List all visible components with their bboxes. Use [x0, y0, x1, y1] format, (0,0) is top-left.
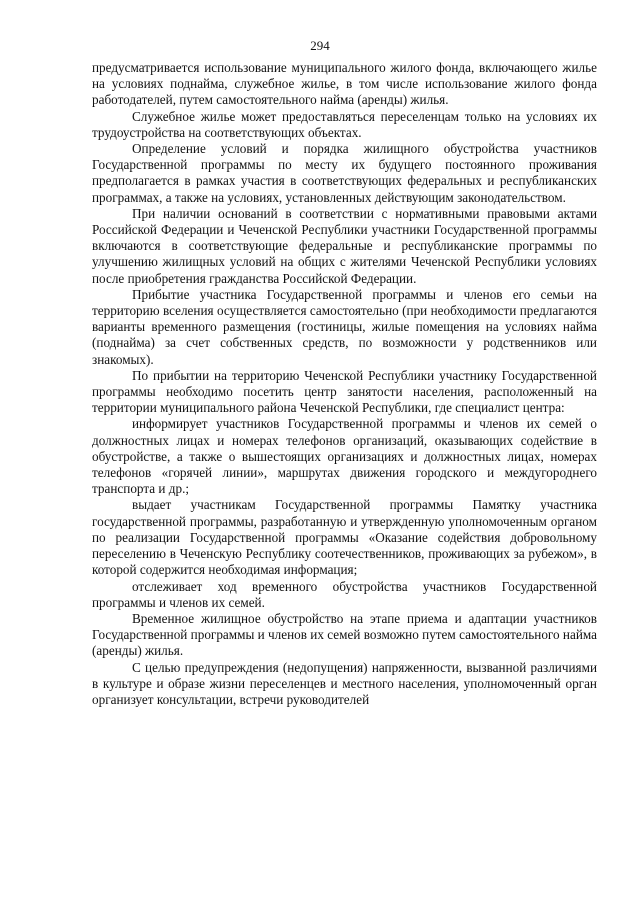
paragraph: Временное жилищное обустройство на этапе приема и адаптации участников Государственной программы и членов их семей возможно путем самостоятельного найма (аренды) жилья. [92, 610, 597, 659]
paragraph: При наличии оснований в соответствии с нормативными правовыми актами Российской Федерации и Чеченской Республики участники Государственной программы включаются в соответствующие федеральные и республиканские программы по улучшению жилищных условий на общих с жителями Чеченской Республики условиях после приобретения гражданства Российской Федерации. [92, 205, 597, 286]
document-body [92, 60, 597, 708]
paragraph: выдает участникам Государственной программы Памятку участника государственной программы, разработанную и утвержденную уполномоченным органом по реализации Государственной программы «Оказание содействия добровольному переселению в Чеченскую Республику соотечественников, проживающих за рубежом», в которой содержится необходимая информация; [92, 497, 597, 578]
page-number: 294 [310, 38, 330, 53]
paragraph: По прибытии на территорию Чеченской Республики участнику Государственной программы необходимо посетить центр занятости населения, расположенный на территории муниципального района Чеченской Республики, где специалист центра: [92, 367, 597, 416]
paragraph: информирует участников Государственной программы и членов их семей о должностных лицах и номерах телефонов организаций, оказывающих содействие в обустройстве, а также о вышестоящих организациях и должностных лицах, номерах телефонов «горячей линии», маршрутах движения городского и междугороднего транспорта и др.; [92, 416, 597, 497]
paragraph: предусматривается использование муниципального жилого фонда, включающего жилье на условиях поднайма, служебное жилье, в том числе использование жилого фонда работодателей, путем самостоятельного найма (аренды) жилья. [92, 60, 597, 108]
paragraph: отслеживает ход временного обустройства участников Государственной программы и членов их семей. [92, 578, 597, 610]
paragraph: С целью предупреждения (недопущения) напряженности, вызванной различиями в культуре и образе жизни переселенцев и местного населения, уполномоченный орган организует консультации, встречи руководителей [92, 659, 597, 707]
paragraph: Определение условий и порядка жилищного обустройства участников Государственной программы по месту их будущего постоянного проживания предполагается в рамках участия в соответствующих федеральных и республиканских программах, а также на условиях, установленных действующим законодательством. [92, 141, 597, 205]
paragraph: Служебное жилье может предоставляться переселенцам только на условиях их трудоустройства на соответствующих объектах. [92, 108, 597, 140]
paragraph: Прибытие участника Государственной программы и членов его семьи на территорию вселения осуществляется самостоятельно (при необходимости предлагаются варианты временного размещения (гостиницы, жилые помещения на условиях найма (поднайма) за счет собственных средств, по возможности у родственников или знакомых). [92, 286, 597, 367]
